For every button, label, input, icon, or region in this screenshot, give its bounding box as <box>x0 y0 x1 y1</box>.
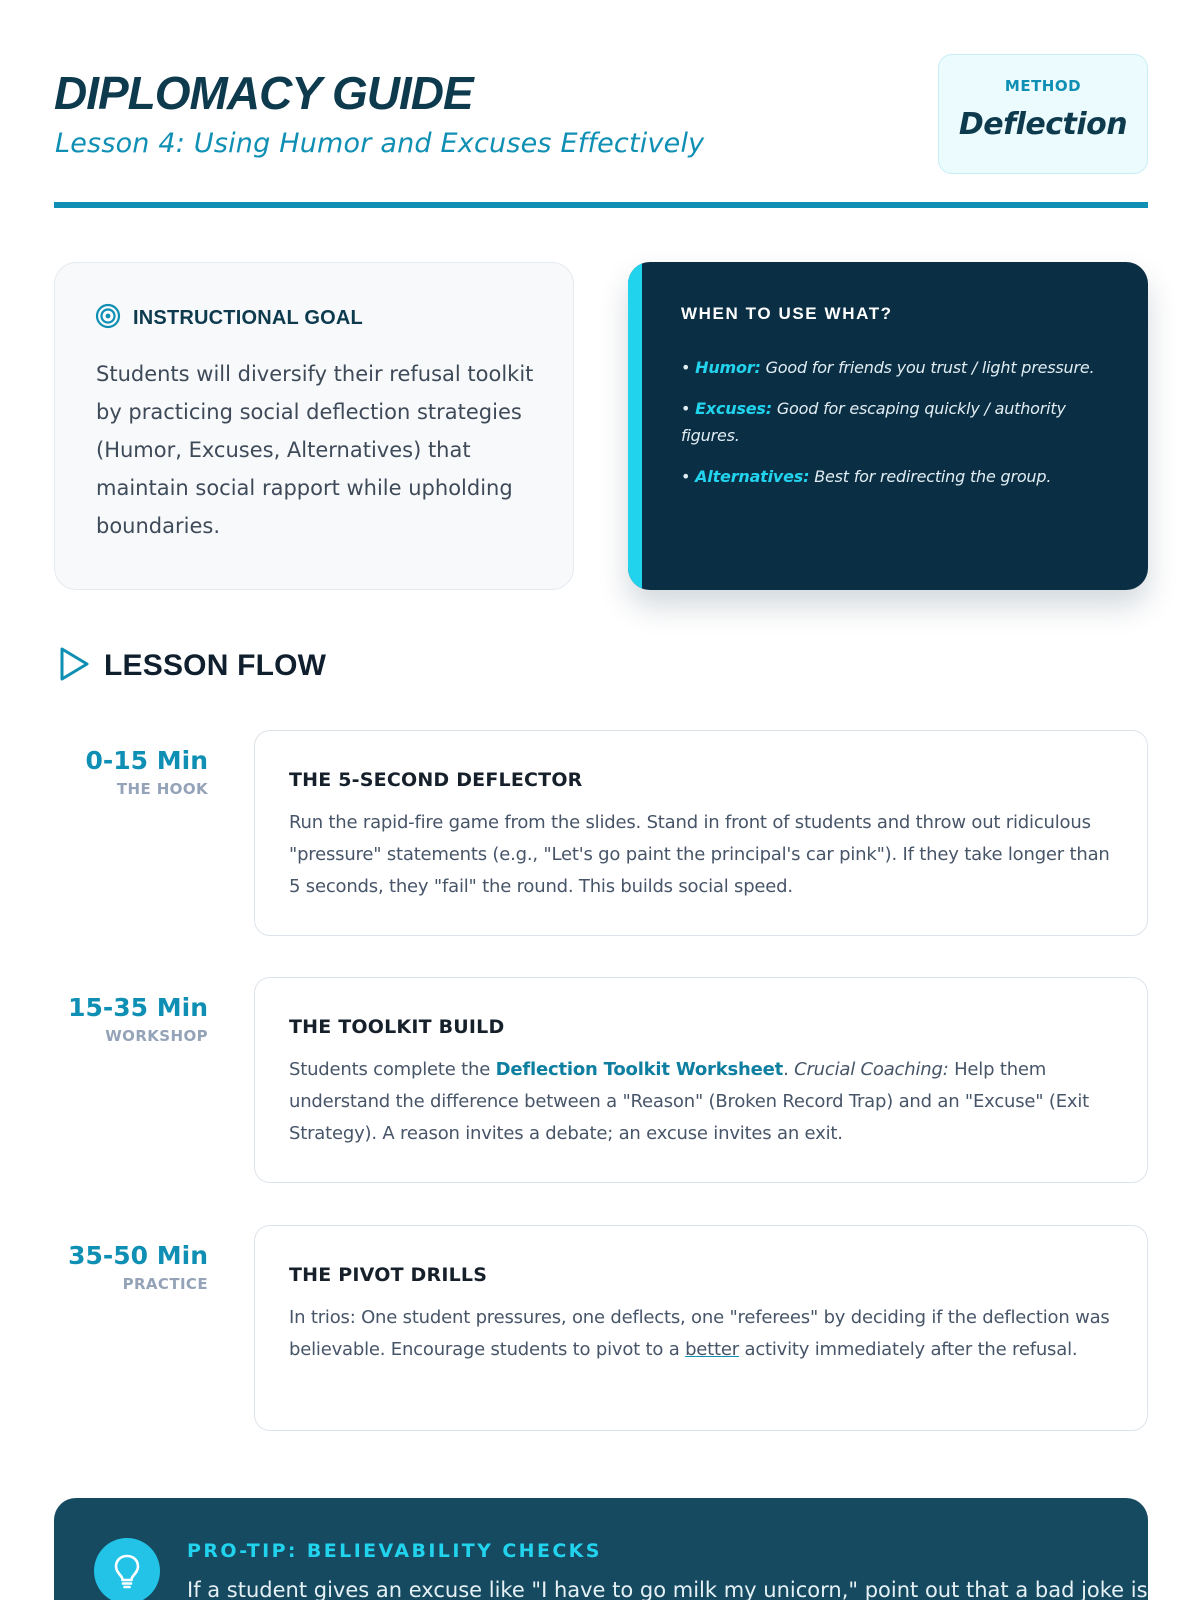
lesson-flow-heading <box>58 646 326 686</box>
list-item: • Humor: Good for friends you trust / light pressure. <box>681 358 1095 377</box>
coaching-label: Crucial Coaching: <box>794 1059 949 1080</box>
step-label: THE HOOK <box>116 780 208 798</box>
step-label: WORKSHOP <box>105 1027 208 1045</box>
target-icon <box>95 303 121 333</box>
step-body-text: activity immediately after the refusal. <box>738 1339 1078 1360</box>
strategy-desc: Best for redirecting the group. <box>814 467 1052 486</box>
step-body: Run the rapid-fire game from the slides. Stand in front of students and throw out ridiculous "pressure" statements (e.g., "Let's go paint the principal's car pink"). If they take longer than 5 seconds, they "fail" the round. This builds social speed. <box>289 812 1110 897</box>
page-header <box>54 52 1148 208</box>
emphasis-word: better <box>685 1339 739 1360</box>
step-card <box>254 730 1148 936</box>
protip-text: If a student gives an excuse like "I have to go milk my unicorn," point out that a bad joke is <box>187 1578 1148 1600</box>
strategy-desc: Good for escaping quickly / authority figures. <box>681 399 1066 445</box>
step-body-text: Students complete the <box>289 1059 496 1080</box>
step-card <box>254 977 1148 1183</box>
play-icon <box>58 646 90 686</box>
step-body-text: Help them understand the difference between a "Reason" (Broken Record Trap) and an "Excuse" (Exit Strategy). A reason invites a debate; an excuse invites an exit. <box>289 1059 1089 1144</box>
method-value: Deflection <box>958 107 1128 142</box>
goal-title: INSTRUCTIONAL GOAL <box>133 306 363 329</box>
lightbulb-icon <box>94 1538 160 1600</box>
step-time: 0-15 Min <box>85 746 208 775</box>
step-title: THE 5-SECOND DEFLECTOR <box>289 769 583 791</box>
method-label: METHOD <box>1004 77 1082 95</box>
step-title: THE PIVOT DRILLS <box>289 1264 488 1286</box>
step-title: THE TOOLKIT BUILD <box>289 1016 505 1038</box>
step-time: 35-50 Min <box>68 1241 208 1270</box>
header-divider <box>54 202 1148 208</box>
strategy-term: Excuses: <box>695 399 772 418</box>
method-badge <box>938 54 1148 174</box>
when-to-use-card <box>628 262 1148 590</box>
page-title: DIPLOMACY GUIDE <box>54 67 473 119</box>
step-time: 15-35 Min <box>68 993 208 1022</box>
lesson-flow-title: LESSON FLOW <box>104 649 327 682</box>
goal-text: Students will diversify their refusal toolkit by practicing social deflection strategies (Humor, Excuses, Alternatives) that maintain social rapport while upholding boundaries. <box>96 362 534 538</box>
list-item: • Alternatives: Best for redirecting the group. <box>681 467 1052 486</box>
worksheet-link[interactable]: Deflection Toolkit Worksheet <box>495 1059 784 1080</box>
strategy-term: Alternatives: <box>695 467 810 486</box>
step-body <box>289 1302 1119 1366</box>
strategy-term: Humor: <box>695 358 761 377</box>
step-body <box>289 1054 1119 1150</box>
instructional-goal-card <box>54 262 574 590</box>
when-list <box>681 354 1121 504</box>
goal-heading <box>95 303 363 333</box>
step-body-text: In trios: One student pressures, one deflects, one "referees" by deciding if the deflection was believable. Encourage students to pivot to a <box>289 1307 1110 1360</box>
protip-banner <box>54 1498 1148 1600</box>
accent-bar <box>628 262 642 590</box>
step-label: PRACTICE <box>122 1275 208 1293</box>
when-title: WHEN TO USE WHAT? <box>681 304 893 323</box>
step-body-text: . <box>783 1059 795 1080</box>
list-item: • Excuses: Good for escaping quickly / authority figures. <box>681 399 1066 445</box>
strategy-desc: Good for friends you trust / light pressure. <box>765 358 1095 377</box>
protip-title: PRO-TIP: BELIEVABILITY CHECKS <box>187 1540 602 1562</box>
step-card <box>254 1225 1148 1431</box>
page-subtitle: Lesson 4: Using Humor and Excuses Effectively <box>55 128 705 159</box>
